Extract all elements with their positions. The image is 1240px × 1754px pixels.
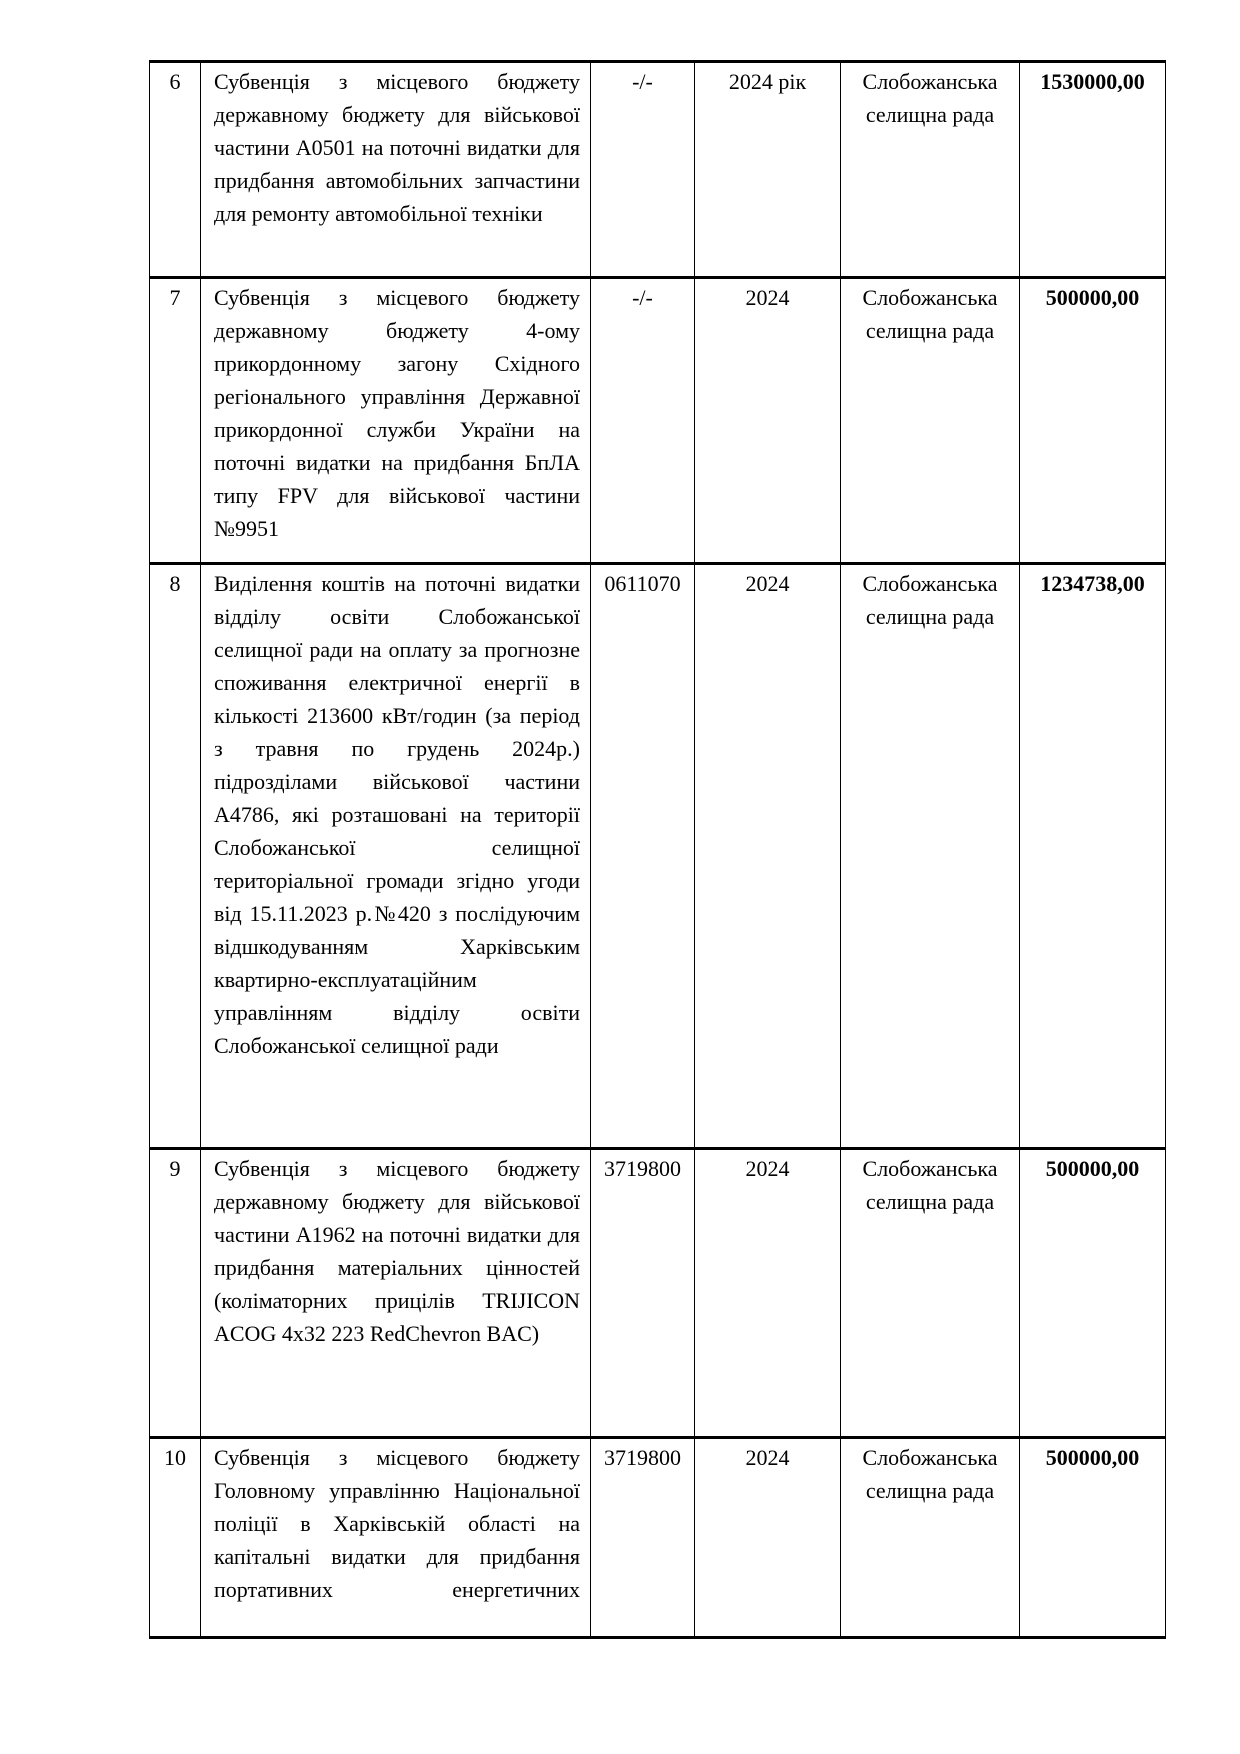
row-code: -/- [591, 278, 695, 564]
row-amount: 500000,00 [1020, 1149, 1166, 1438]
row-code: 3719800 [591, 1149, 695, 1438]
table-row [150, 564, 1166, 1149]
row-year: 2024 [695, 564, 841, 1149]
row-organization: Слобожанська селищна рада [841, 564, 1020, 1149]
row-code: 3719800 [591, 1438, 695, 1638]
table-row [150, 1438, 1166, 1638]
row-year: 2024 [695, 278, 841, 564]
row-year: 2024 [695, 1149, 841, 1438]
table-row [150, 1149, 1166, 1438]
row-description: Субвенція з місцевого бюджету Головному управлінню Національної поліції в Харківській області на капітальні видатки для придбання портативних енергетичних [201, 1438, 591, 1638]
row-number: 7 [150, 278, 201, 564]
row-organization: Слобожанська селищна рада [841, 1438, 1020, 1638]
row-code: 0611070 [591, 564, 695, 1149]
row-organization: Слобожанська селищна рада [841, 1149, 1020, 1438]
row-amount: 1530000,00 [1020, 62, 1166, 278]
row-amount: 500000,00 [1020, 278, 1166, 564]
row-description: Субвенція з місцевого бюджету державному бюджету для військової частини А1962 на поточні видатки для придбання матеріальних цінностей (коліматорних прицілів TRIJICON ACOG 4x32 223 RedChevron BAC) [201, 1149, 591, 1438]
row-number: 8 [150, 564, 201, 1149]
table-row [150, 62, 1166, 278]
row-amount: 500000,00 [1020, 1438, 1166, 1638]
budget-table [149, 60, 1166, 1639]
row-organization: Слобожанська селищна рада [841, 62, 1020, 278]
row-organization: Слобожанська селищна рада [841, 278, 1020, 564]
row-year: 2024 рік [695, 62, 841, 278]
row-number: 10 [150, 1438, 201, 1638]
row-description: Субвенція з місцевого бюджету державному бюджету для військової частини А0501 на поточні видатки для придбання автомобільних запчастини для ремонту автомобільної техніки [201, 62, 591, 278]
row-amount: 1234738,00 [1020, 564, 1166, 1149]
table-row [150, 278, 1166, 564]
row-number: 6 [150, 62, 201, 278]
row-number: 9 [150, 1149, 201, 1438]
row-code: -/- [591, 62, 695, 278]
row-description: Субвенція з місцевого бюджету державному бюджету 4-ому прикордонному загону Східного регіонального управління Державної прикордонної служби України на поточні видатки на придбання БпЛА типу FPV для військової частини №9951 [201, 278, 591, 564]
row-year: 2024 [695, 1438, 841, 1638]
row-description: Виділення коштів на поточні видатки відділу освіти Слобожанської селищної ради на оплату за прогнозне споживання електричної енергії в кількості 213600 кВт/годин (за період з травня по грудень 2024р.) підрозділами військової частини А4786, які розташовані на території Слобожанської селищної територіальної громади згідно угоди від 15.11.2023 р.№420 з послідуючим відшкодуванням Харківським квартирно-експлуатаційним управлінням відділу освіти Слобожанської селищної ради [201, 564, 591, 1149]
